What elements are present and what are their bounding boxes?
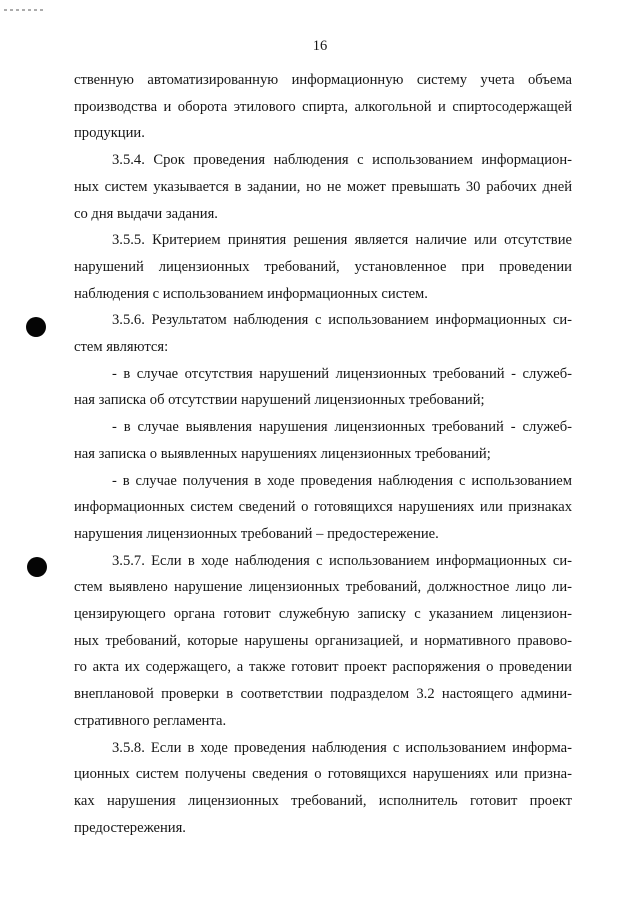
list-item-warning xyxy=(74,468,572,548)
text-line: - в случае получения в ходе проведения наблюдения с использованием xyxy=(112,472,572,489)
text-line: внеплановой проверки в соответствии подразделом 3.2 настоящего админи- xyxy=(74,686,572,703)
text-line: стративного регламента. xyxy=(74,712,227,729)
list-item-absence xyxy=(74,361,572,414)
text-line: ная записка об отсутствии нарушений лицензионных требований; xyxy=(74,392,485,409)
text-line: ках нарушения лицензионных требований, исполнитель готовит проект xyxy=(74,792,572,809)
text-line: 3.5.6. Результатом наблюдения с использованием информационных си- xyxy=(112,312,572,329)
text-line: предостережения. xyxy=(74,819,186,836)
text-line: го акта их содержащего, а также готовит проект распоряжения о проведении xyxy=(74,659,572,676)
text-line: стем являются: xyxy=(74,339,169,356)
text-line: со дня выдачи задания. xyxy=(74,205,218,222)
text-line: цензирующего органа готовит служебную записку с указанием лицензион- xyxy=(74,606,572,623)
document-body xyxy=(74,67,572,841)
paragraph-continuation xyxy=(74,67,572,147)
paragraph-3-5-5 xyxy=(74,227,572,307)
text-line: нарушения лицензионных требований – предостережение. xyxy=(74,525,439,542)
text-line: продукции. xyxy=(74,125,145,142)
text-line: ционных систем получены сведения о готовящихся нарушениях или призна- xyxy=(74,766,572,783)
paragraph-3-5-7 xyxy=(74,548,572,735)
text-line: стем выявлено нарушение лицензионных требований, должностное лицо ли- xyxy=(74,579,572,596)
text-line: 3.5.8. Если в ходе проведения наблюдения с использованием информа- xyxy=(112,739,572,756)
paragraph-3-5-6 xyxy=(74,307,572,360)
paragraph-3-5-8 xyxy=(74,735,572,842)
text-line: наблюдения с использованием информационных систем. xyxy=(74,285,428,302)
list-item-violation xyxy=(74,414,572,467)
text-line: 3.5.7. Если в ходе наблюдения с использованием информационных си- xyxy=(112,552,572,569)
text-line: - в случае выявления нарушения лицензионных требований - служеб- xyxy=(112,419,572,436)
text-line: производства и оборота этилового спирта, алкогольной и спиртосодержащей xyxy=(74,98,572,115)
punch-hole xyxy=(26,317,46,337)
scan-artifact xyxy=(4,9,46,11)
text-line: нарушений лицензионных требований, установленное при проведении xyxy=(74,258,572,275)
text-line: информационных систем сведений о готовящихся нарушениях или признаках xyxy=(74,499,572,516)
text-line: ных требований, которые нарушены организацией, и нормативного правово- xyxy=(74,632,572,649)
paragraph-3-5-4 xyxy=(74,147,572,227)
text-line: ственную автоматизированную информационную систему учета объема xyxy=(74,72,572,88)
text-line: 3.5.5. Критерием принятия решения является наличие или отсутствие xyxy=(112,232,572,249)
page-number: 16 xyxy=(312,38,328,54)
text-line: - в случае отсутствия нарушений лицензионных требований - служеб- xyxy=(112,365,572,382)
text-line: ных систем указывается в задании, но не может превышать 30 рабочих дней xyxy=(74,178,572,195)
text-line: ная записка о выявленных нарушениях лицензионных требований; xyxy=(74,445,491,462)
punch-hole xyxy=(27,557,47,577)
text-line: 3.5.4. Срок проведения наблюдения с использованием информацион- xyxy=(112,152,572,169)
